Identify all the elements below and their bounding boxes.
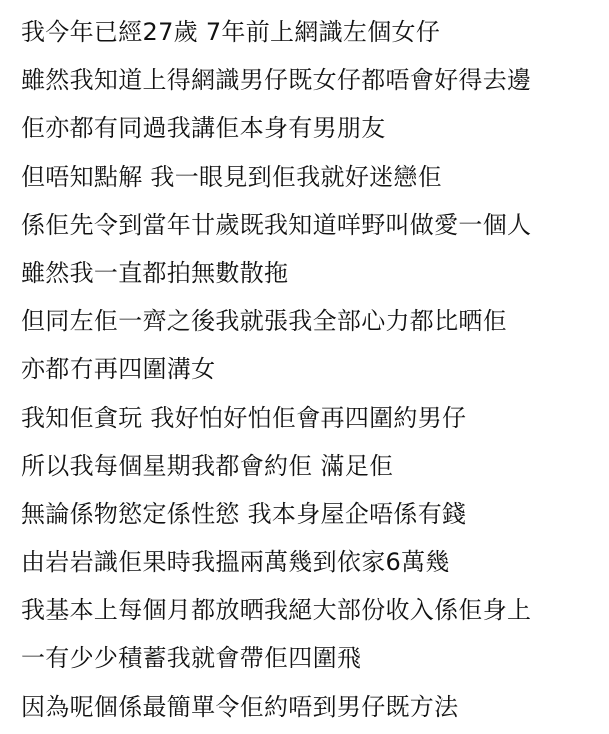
text-line: 我基本上每個月都放晒我絕大部份收入係佢身上: [21, 596, 532, 625]
text-line: 雖然我一直都拍無數散拖: [21, 258, 289, 287]
text-line: 但唔知點解 我一眼見到佢我就好迷戀佢: [21, 162, 443, 191]
text-line: 我知佢貪玩 我好怕好怕佢會再四圍約男仔: [21, 403, 467, 432]
text-line: 所以我每個星期我都會約佢 滿足佢: [21, 451, 394, 480]
text-line: 我今年已經27歲 7年前上網識左個女仔: [21, 18, 441, 46]
text-line: 佢亦都有同過我講佢本身有男朋友: [21, 114, 386, 143]
text-line: 無論係物慾定係性慾 我本身屋企唔係有錢: [21, 499, 467, 528]
text-line: 亦都冇再四圍溝女: [21, 355, 216, 384]
text-line: 一有少少積蓄我就會帶佢四圍飛: [21, 644, 362, 673]
text-line: 係佢先令到當年廿歲既我知道咩野叫做愛一個人: [21, 210, 532, 239]
text-line: 雖然我知道上得網識男仔既女仔都唔會好得去邊: [21, 66, 532, 95]
text-line: 因為呢個係最簡單令佢約唔到男仔既方法: [21, 692, 459, 721]
text-line: 由岩岩識佢果時我搵兩萬幾到依家6萬幾: [21, 548, 450, 577]
text-line: 但同左佢一齊之後我就張我全部心力都比晒佢: [21, 307, 507, 336]
